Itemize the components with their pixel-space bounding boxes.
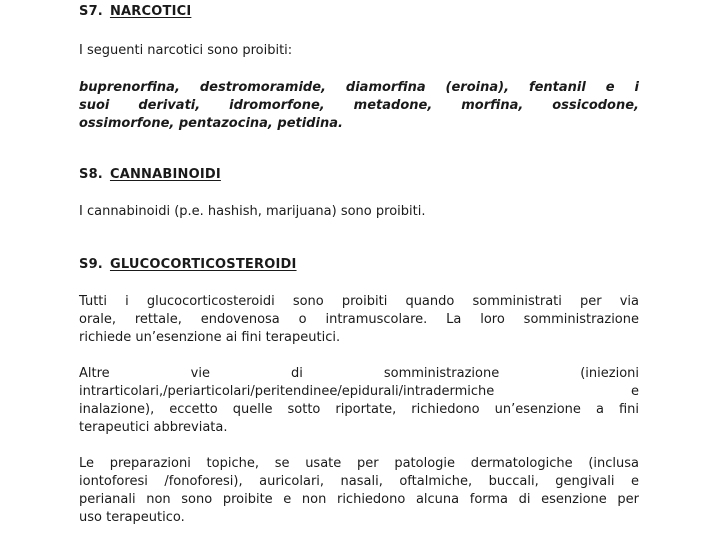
text-line: richiede un’esenzione ai fini terapeutici.	[79, 330, 341, 345]
section-title: GLUCOCORTICOSTEROIDI	[109, 257, 297, 272]
text-line: inalazione), eccetto quelle sotto riportate, richiedono un’esenzione a fini	[79, 402, 639, 417]
section-s9-paragraph-2	[79, 365, 639, 437]
section-s9-paragraph-1	[79, 293, 639, 347]
section-number: S9.	[79, 257, 103, 272]
section-heading-s7	[79, 4, 191, 19]
text-line: iontoforesi /fonoforesi), auricolari, nasali, oftalmiche, buccali, gengivali e	[79, 474, 639, 489]
section-title: CANNABINOIDI	[109, 167, 221, 182]
text-line: orale, rettale, endovenosa o intramuscolare. La loro somministrazione	[79, 312, 639, 327]
text-line: intrarticolari,/periarticolari/peritendinee/epidurali/intradermiche e	[79, 384, 639, 399]
section-title: NARCOTICI	[109, 4, 192, 19]
text-line: Le preparazioni topiche, se usate per patologie dermatologiche (inclusa	[79, 456, 639, 471]
text-line: buprenorfina, destromoramide, diamorfina (eroina), fentanil e i	[79, 80, 639, 95]
section-s7-intro: I seguenti narcotici sono proibiti:	[79, 43, 293, 58]
section-s7-substances	[79, 79, 639, 133]
section-number: S7.	[79, 4, 103, 19]
text-line: suoi derivati, idromorfone, metadone, morfina, ossicodone,	[79, 98, 639, 113]
section-s8-text: I cannabinoidi (p.e. hashish, marijuana) sono proibiti.	[79, 204, 426, 219]
text-line: Altre vie di somministrazione (iniezioni	[79, 366, 639, 381]
text-line: uso terapeutico.	[79, 510, 185, 525]
section-heading-s8	[79, 167, 221, 182]
text-line: terapeutici abbreviata.	[79, 420, 228, 435]
section-heading-s9	[79, 257, 297, 272]
section-s9-paragraph-3	[79, 455, 639, 527]
text-line: Tutti i glucocorticosteroidi sono proibiti quando somministrati per via	[79, 294, 639, 309]
text-line: ossimorfone, pentazocina, petidina.	[79, 116, 343, 131]
section-number: S8.	[79, 167, 103, 182]
text-line: perianali non sono proibite e non richiedono alcuna forma di esenzione per	[79, 492, 639, 507]
